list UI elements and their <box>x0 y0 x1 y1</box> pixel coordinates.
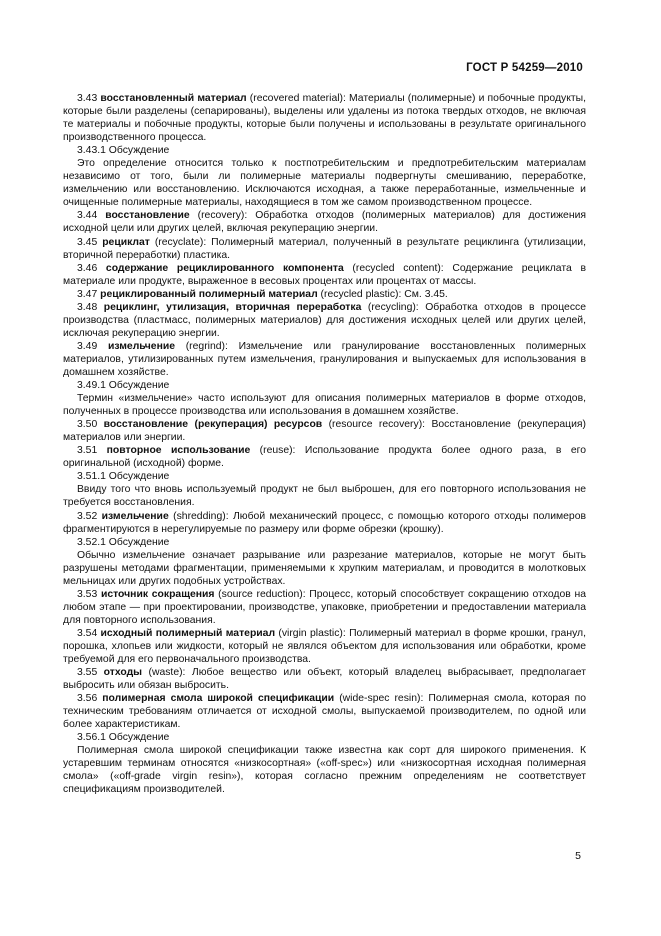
term-definition: (source reduction): Процесс, который способствует сокращению отходов на любом этапе — при проектировании, производстве, упаковке, приобретении и предоставлении материала для повторного использования. <box>63 588 586 626</box>
discussion-label: Обсуждение <box>105 471 170 483</box>
term-definition: (recycling): Обработка отходов в процессе производства (пластмасс, полимерных материалов) для достижения исходных целей или других целей, исключая рекуперацию энергии. <box>63 301 586 339</box>
term-3-50 <box>63 418 586 444</box>
term-definition: (recovery): Обработка отходов (полимерных материалов) для достижения исходной цели или других целей, включая рекуперацию энергии. <box>63 210 586 235</box>
term-name: восстановление (рекуперация) ресурсов <box>103 419 323 431</box>
term-definition: (recycled content): Содержание рециклата в материале или продукте, выраженное в весовых процентах или процентах от массы. <box>63 262 586 287</box>
discussion-heading-3-56-1 <box>63 731 586 744</box>
clause-number: 3.52.1 <box>77 536 106 548</box>
page-number: 5 <box>575 850 581 862</box>
discussion-text-3-56-1: Полимерная смола широкой спецификации также известна как сорт для широкого применения. К устаревшим терминам относятся «низкосортная» («off-spec») или «низкосортная исходная полимерная смола» («off-grade virgin resin»), которая согласно прежним определениям не соответствует спецификациям производителей. <box>63 745 586 796</box>
discussion-text-3-52-1: Обычно измельчение означает разрывание или разрезание материалов, которые не могут быть разрушены методами фрагментации, применяемыми к хрупким материалам, и проводится в молотковых мельницах или других подобных устройствах. <box>63 549 586 587</box>
clause-number: 3.51.1 <box>77 471 106 483</box>
term-3-55 <box>63 666 586 692</box>
term-3-53 <box>63 588 586 627</box>
document-body <box>63 92 586 797</box>
term-name: исходный полимерный материал <box>100 627 276 639</box>
clause-number: 3.43 <box>77 93 98 104</box>
clause-number: 3.56 <box>77 693 98 705</box>
discussion-heading-3-52-1 <box>63 536 586 549</box>
discussion-text-3-49-1: Термин «измельчение» часто используют для описания полимерных материалов в форме отходов, полученных в процессе производства или использования в домашнем хозяйстве. <box>63 393 586 418</box>
clause-number: 3.49.1 <box>77 380 106 392</box>
clause-number: 3.51 <box>77 445 98 457</box>
term-3-46 <box>63 262 586 288</box>
discussion-label: Обсуждение <box>105 536 170 548</box>
term-name: повторное использование <box>106 445 251 457</box>
term-definition: (recycled plastic): См. 3.45. <box>317 288 448 300</box>
term-definition: (wide-spec resin): Полимерная смола, которая по техническим требованиям отличается от исходной смолы, выпускаемой производителем, по одной или более характеристикам. <box>63 693 587 731</box>
clause-number: 3.53 <box>77 588 98 600</box>
term-name: восстановление <box>105 210 190 222</box>
clause-number: 3.52 <box>77 510 98 522</box>
term-3-52 <box>63 510 586 536</box>
clause-number: 3.45 <box>77 236 98 248</box>
term-definition: (regrind): Измельчение или гранулирование восстановленных полимерных материалов, утилизированных путем измельчения, гранулирования и выпускаемых для использования в домашнем хозяйстве. <box>63 340 586 378</box>
standard-header: ГОСТ Р 54259—2010 <box>466 62 583 74</box>
discussion-text-3-51-1: Ввиду того что вновь используемый продукт не был выброшен, для его повторного использования не требуется восстановления. <box>63 484 586 509</box>
term-name: измельчение <box>107 340 176 352</box>
term-3-48 <box>63 301 586 340</box>
term-name: восстановленный материал <box>100 93 247 104</box>
term-3-45 <box>63 236 586 262</box>
discussion-label: Обсуждение <box>105 732 170 744</box>
term-name: содержание рециклированного компонента <box>105 262 344 274</box>
clause-number: 3.46 <box>77 262 98 274</box>
clause-number: 3.50 <box>77 419 98 431</box>
clause-number: 3.49 <box>77 340 98 352</box>
term-3-43 <box>63 92 586 144</box>
term-name: рециклированный полимерный материал <box>100 288 318 300</box>
term-definition: (resource recovery): Восстановление (рекуперация) материалов или энергии. <box>63 419 587 444</box>
term-3-47 <box>63 288 586 301</box>
term-name: отходы <box>103 667 143 679</box>
clause-number: 3.55 <box>77 667 98 679</box>
term-definition: (recovered material): Материалы (полимерные) и побочные продукты, которые были разделены (сепарированы), выделены или удалены из потока твердых отходов, не включая те материалы и побочные продукты, которые были получены и использованы в результате оригинального производственного процесса. <box>63 93 586 144</box>
term-definition: (reuse): Использование продукта более одного раза, в его оригинальной (исходной) форме. <box>63 445 586 470</box>
clause-number: 3.44 <box>77 210 98 222</box>
term-name: полимерная смола широкой спецификации <box>102 693 335 705</box>
term-definition: (shredding): Любой механический процесс, с помощью которого отходы полимеров фрагментируются в нерегулируемые по размеру или форме обрезки (крошку). <box>63 510 586 535</box>
discussion-heading-3-43-1 <box>63 144 586 157</box>
term-3-49 <box>63 340 586 379</box>
discussion-heading-3-51-1 <box>63 470 586 483</box>
discussion-label: Обсуждение <box>105 145 170 157</box>
clause-number: 3.56.1 <box>77 732 106 744</box>
term-definition: (recyclate): Полимерный материал, полученный в результате рециклинга (утилизации, вторичной переработки) пластика. <box>63 236 586 261</box>
clause-number: 3.47 <box>77 288 98 300</box>
term-name: измельчение <box>101 510 169 522</box>
discussion-text-3-43-1: Это определение относится только к постпотребительским и предпотребительским материалам независимо от того, были ли полимерные материалы подвергнуты смешиванию, переработке, измельчению или восстановлению. Исключаются исходная, а также переработанные, измельченные и очищенные полимерные материалы, находящиеся в том же самом производственном процессе. <box>63 158 586 209</box>
clause-number: 3.48 <box>77 301 98 313</box>
term-3-44 <box>63 209 586 235</box>
clause-number: 3.54 <box>77 627 98 639</box>
discussion-heading-3-49-1 <box>63 379 586 392</box>
discussion-label: Обсуждение <box>105 380 170 392</box>
term-name: рециклинг, утилизация, вторичная переработка <box>103 301 362 313</box>
term-3-54 <box>63 627 586 666</box>
clause-number: 3.43.1 <box>77 145 106 157</box>
term-name: источник сокращения <box>100 588 215 600</box>
term-definition: (virgin plastic): Полимерный материал в форме крошки, гранул, порошка, хлопьев или жидкости, который не являлся объектом для использования или обработки, кроме требуемой для его первоначального производства. <box>63 627 586 666</box>
term-3-56 <box>63 692 586 731</box>
term-3-51 <box>63 444 586 470</box>
term-name: рециклат <box>102 236 150 248</box>
term-definition: (waste): Любое вещество или объект, который владелец выбрасывает, предполагает выбросить или обязан выбросить. <box>63 667 586 692</box>
